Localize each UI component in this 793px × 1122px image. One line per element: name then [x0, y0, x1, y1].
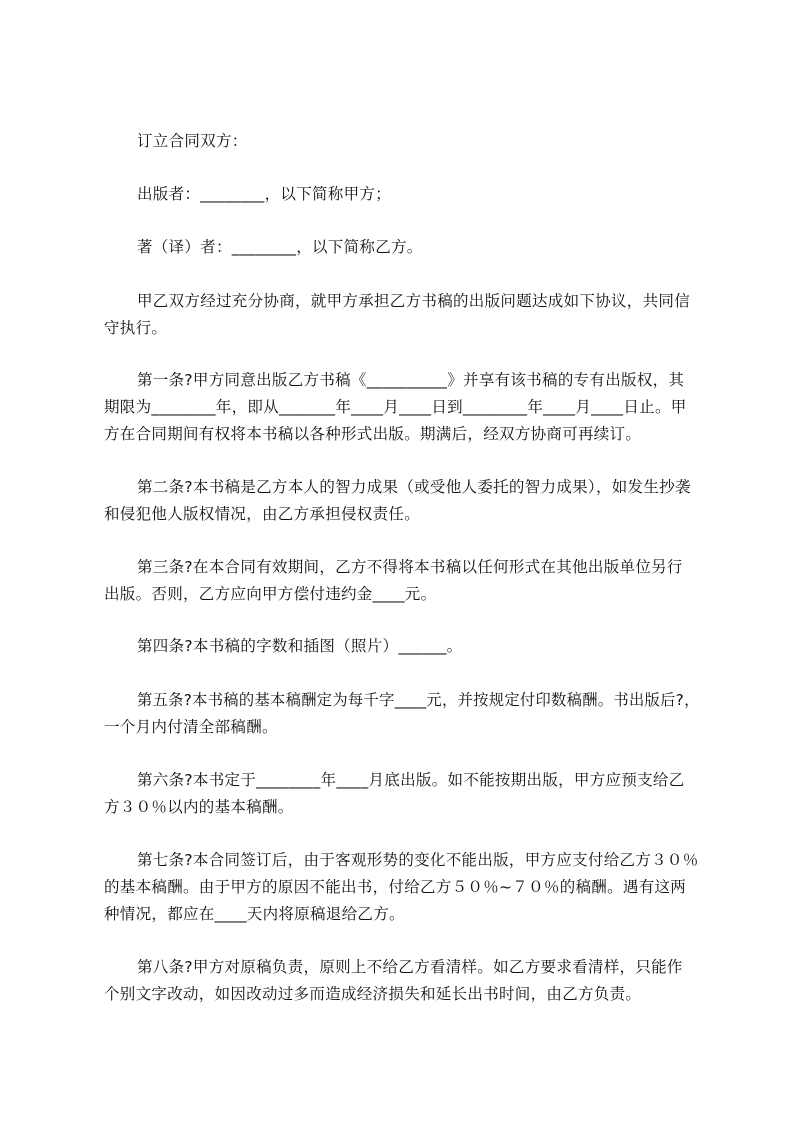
- paragraph-parties-heading: 订立合同双方：: [137, 132, 248, 150]
- article-1-line: 方在合同期间有权将本书稿以各种形式出版。期满后，经双方协商可再续订。: [104, 425, 642, 443]
- article-2-line: 和侵犯他人版权情况，由乙方承担侵权责任。: [104, 505, 421, 523]
- article-6-line: 第六条?本书定于________年____月底出版。如不能按期出版，甲方应预支给乙: [137, 771, 685, 789]
- article-1-line: 期限为________年，即从_______年____月____日到________年____月____日止。甲: [104, 398, 687, 416]
- article-3-line: 第三条?在本合同有效期间，乙方不得将本书稿以任何形式在其他出版单位另行: [137, 558, 683, 576]
- article-5-line: 第五条?本书稿的基本稿酬定为每千字____元，并按规定付印数稿酬。书出版后?，: [137, 691, 700, 709]
- article-7-line: 的基本稿酬。由于甲方的原因不能出书，付给乙方５０％~７０％的稿酬。遇有这两: [104, 878, 687, 896]
- article-5-line: 一个月内付清全部稿酬。: [104, 718, 278, 736]
- article-3-line: 出版。否则，乙方应向甲方偿付违约金____元。: [104, 585, 437, 603]
- preamble-line: 甲乙双方经过充分协商，就甲方承担乙方书稿的出版问题达成如下协议，共同信: [137, 292, 691, 310]
- preamble-line: 守执行。: [104, 319, 168, 337]
- article-7-line: 第七条?本合同签订后，由于客观形势的变化不能出版，甲方应支付给乙方３０％: [137, 851, 699, 869]
- paragraph-publisher: 出版者：________，以下简称甲方；: [137, 185, 392, 203]
- paragraph-author: 著（译）者：________，以下简称乙方。: [137, 238, 423, 256]
- article-8-line: 个别文字改动，如因改动过多而造成经济损失和延长出书时间，由乙方负责。: [104, 985, 642, 1003]
- article-7-line: 种情况，都应在____天内将原稿退给乙方。: [104, 905, 405, 923]
- article-4: 第四条?本书稿的字数和插图（照片）______。: [137, 637, 463, 655]
- article-8-line: 第八条?甲方对原稿负责，原则上不给乙方看清样。如乙方要求看清样，只能作: [137, 958, 683, 976]
- article-6-line: 方３０％以内的基本稿酬。: [104, 798, 294, 816]
- article-2-line: 第二条?本书稿是乙方本人的智力成果（或受他人委托的智力成果），如发生抄袭: [137, 478, 691, 496]
- article-1-line: 第一条?甲方同意出版乙方书稿《__________》并享有该书稿的专有出版权，其: [137, 371, 685, 389]
